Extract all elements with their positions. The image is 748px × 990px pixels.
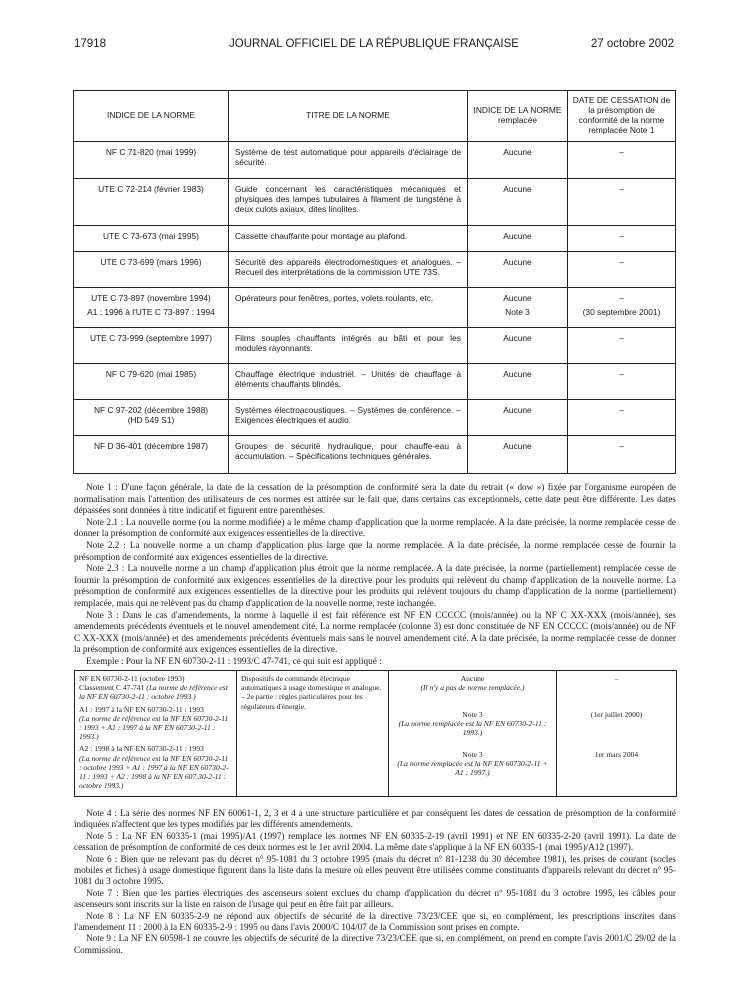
notes-section bbox=[74, 482, 676, 668]
example-norm-cell: NF EN 60730-2-11 (octobre 1993) Classement C 47-741 (La norme de référence est la NF EN 60730-2-11 : octobre 1993.) A1 : 1997 à la NF EN 60730-2-11 : 1993 (La norme de référence est la NF EN 60730-2-11 : 1993 + A1 : 1997 à la NF EN 60730-2-11 : 1993.) A2 : 1998 à la NF EN 60730-2-11 : 1993 (La norme de référence est la NF EN 60730-2-11 : octobre 1993 + A1 : 1997 à la NF EN 60730-2-11 : 1993 + A2 : 1998 à la NF EN 607.30-2-11 : octobre 1993.) bbox=[75, 671, 237, 797]
header-cessation-date: DATE DE CESSATION de la présomption de conformité de la norme remplacée Note 1 bbox=[568, 91, 676, 142]
cessation-date-cell: – bbox=[568, 142, 676, 179]
norm-index-cell: NF C 79-620 (mai 1985) bbox=[74, 364, 229, 400]
note-paragraph: Note 6 : Bien que ne relevant pas du décret n° 95-1081 du 3 octobre 1995 (mais du décret n° 81-1238 du 30 décembre 1981), les prises de courant (socles mobiles et fiches) à usage domestique figurent dans la liste dans la mesure où elles peuvent être utilisées comme constituants d'appareils relevant du décret n° 95-1081 du 3 octobre 1995. bbox=[74, 853, 676, 887]
cessation-date-cell: – (30 septembre 2001) bbox=[568, 288, 676, 328]
norm-title-cell: Films souples chauffants intégrés au bâti et pour les modules rayonnants. bbox=[229, 328, 468, 364]
norm-index-cell: NF C 71-820 (mai 1999) bbox=[74, 142, 229, 179]
norm-title-cell: Cassette chauffante pour montage au plafond. bbox=[229, 226, 468, 252]
table-row bbox=[74, 364, 676, 400]
table-row bbox=[74, 226, 676, 252]
journal-title: JOURNAL OFFICIEL DE LA RÉPUBLIQUE FRANÇAISE bbox=[229, 38, 519, 50]
replaced-norm-cell: Aucune bbox=[468, 328, 568, 364]
example-cessation-cell: – (1er juillet 2000) 1er mars 2004 bbox=[557, 671, 677, 797]
norm-index-cell: UTE C 73-999 (septembre 1997) bbox=[74, 328, 229, 364]
note-paragraph: Note 1 : D'une façon générale, la date de la cessation de la présomption de conformité sera la date du retrait (« dow ») fixée par l'organisme européen de normalisation mais l'attention des utilisateurs de ces normes est attirée sur le fait que, dans certains cas exceptionnels, cette date peut être différente. Les dates dépassées sont données à titre indicatif et figurent entre parenthèses. bbox=[74, 482, 676, 516]
header-replaced-norm: INDICE DE LA NORME remplacée bbox=[468, 91, 568, 142]
replaced-norm-cell: Aucune bbox=[468, 142, 568, 179]
norm-title-cell: Système de test automatique pour appareils d'éclairage de sécurité. bbox=[229, 142, 468, 179]
note-paragraph: Note 3 : Dans le cas d'amendements, la norme à laquelle il est fait référence est NF EN CCCCC (mois/année) ou la NF C XX-XXX (mois/année), ses amendements précédents éventuels et le nouvel amendement cité. La norme remplacée (colonne 3) est donc constituée de NF EN CCCCC (mois/année) ou de NF C XX-XXX (mois/année) et des amendements précédents éventuels mais sans le nouvel amendement cité. A la date précisée, la norme remplacée cesse de donner la présomption de conformité aux exigences essentielles de la directive. bbox=[74, 609, 676, 655]
norm-index-cell: UTE C 72-214 (février 1983) bbox=[74, 179, 229, 226]
header-norm-index: INDICE DE LA NORME bbox=[74, 91, 229, 142]
norm-title-cell: Groupes de sécurité hydraulique, pour chauffe-eau à accumulation. – Spécifications techniques générales. bbox=[229, 436, 468, 474]
replaced-norm-cell: Aucune bbox=[468, 179, 568, 226]
note-paragraph: Note 5 : La NF EN 60335-1 (mai 1995)/A1 (1997) remplace les normes NF EN 60335-2-19 (avril 1991) et NF EN 60335-2-20 (avril 1991). La date de cessation de présomption de conformité de ces deux normes est le 1er avril 2004. La même date s'applique à la NF EN 60335-1 (mai 1995)/A12 (1997). bbox=[74, 830, 676, 853]
norm-index-cell: UTE C 73-699 (mars 1996) bbox=[74, 252, 229, 288]
table-row bbox=[74, 400, 676, 436]
norm-title-cell: Opérateurs pour fenêtres, portes, volets roulants, etc. bbox=[229, 288, 468, 328]
cessation-date-cell: – bbox=[568, 400, 676, 436]
norm-index-cell: UTE C 73-897 (novembre 1994) A1 : 1996 à l'UTE C 73-897 : 1994 bbox=[74, 288, 229, 328]
cessation-date-cell: – bbox=[568, 436, 676, 474]
issue-date: 27 octobre 2002 bbox=[590, 38, 674, 50]
replaced-norm-cell: Aucune Note 3 bbox=[468, 288, 568, 328]
example-table-row bbox=[75, 671, 677, 797]
standards-table bbox=[73, 90, 676, 474]
note-paragraph: Note 2.3 : La nouvelle norme a un champ d'application plus étroit que la norme remplacée. A la date précisée, la norme (partiellement) remplacée cesse de fournir la présomption de conformité aux exigences essentielles de la directive pour les produits qui relèvent du champ d'application de la nouvelle norme. La présomption de conformité aux exigences essentielles de la directive pour les produits qui relèvent toujours du champ d'application de la norme (partiellement) remplacée, mais qui ne relèvent pas du champ d'application de la nouvelle norme, reste inchangée. bbox=[74, 563, 676, 608]
table-row bbox=[74, 179, 676, 226]
table-row bbox=[74, 252, 676, 288]
cessation-date-cell: – bbox=[568, 226, 676, 252]
norm-index-cell: NF D 36-401 (décembre 1987) bbox=[74, 436, 229, 474]
norm-index-cell: UTE C 73-673 (mai 1995) bbox=[74, 226, 229, 252]
note-paragraph: Note 2.2 : La nouvelle norme a un champ d'application plus large que la norme remplacée. A la date précisée, la norme remplacée cesse de fournir la présomption de conformité aux exigences essentielles de la directive. bbox=[74, 539, 676, 562]
norm-title-cell: Chauffage électrique industriel. – Unités de chauffage à éléments chauffants blindés. bbox=[229, 364, 468, 400]
table-row bbox=[74, 436, 676, 474]
replaced-norm-cell: Aucune bbox=[468, 364, 568, 400]
header-norm-title: TITRE DE LA NORME bbox=[229, 91, 468, 142]
note-paragraph: Note 9 : La NF EN 60598-1 ne couvre les objectifs de sécurité de la directive 73/23/CEE que si, en complément, on prend en compte l'avis 2001/C 29/02 de la Commission. bbox=[74, 933, 676, 955]
page-number: 17918 bbox=[74, 38, 106, 50]
norm-index-cell: NF C 97-202 (décembre 1988) (HD 549 S1) bbox=[74, 400, 229, 436]
norm-title-cell: Guide concernant les caractéristiques mécaniques et physiques des lampes tubulaires à filament de tungstène à deux culots axiaux, dites linolites. bbox=[229, 179, 468, 226]
table-row bbox=[74, 142, 676, 179]
norm-title-cell: Sécurité des appareils électrodomestiques et analogues. – Recueil des interprétations de la commission UTE 73S. bbox=[229, 252, 468, 288]
cessation-date-cell: – bbox=[568, 252, 676, 288]
replaced-norm-cell: Aucune bbox=[468, 436, 568, 474]
note-paragraph: Note 4 : La série des normes NF EN 60061-1, 2, 3 et 4 a une structure particulière et par conséquent les dates de cessation de présomption de la conformité indiquées n'affectent que les types modifiés par les différents amendements. bbox=[74, 808, 676, 830]
example-intro: Exemple : Pour la NF EN 60730-2-11 : 1993/C 47-741, ce qui suit est appliqué : bbox=[86, 655, 382, 666]
note-paragraph: Note 8 : La NF EN 60335-2-9 ne répond aux objectifs de sécurité de la directive 73/23/CEE que si, en complément, les prescriptions inscrites dans l'amendement 11 : 2000 à la EN 60335-2-9 : 1995 ou dans l'avis 2000/C 104/07 de la Commission sont prises en compte. bbox=[74, 910, 676, 933]
cessation-date-cell: – bbox=[568, 328, 676, 364]
replaced-norm-cell: Aucune bbox=[468, 226, 568, 252]
norm-title-cell: Systèmes électroacoustiques. – Systèmes de conférence. – Exigences électriques et audio. bbox=[229, 400, 468, 436]
replaced-norm-cell: Aucune bbox=[468, 252, 568, 288]
note-paragraph: Note 2.1 : La nouvelle norme (ou la norme modifiée) a le même champ d'application que la norme remplacée. A la date précisée, la norme remplacée cesse de donner la présomption de conformité aux exigences essentielles de la directive. bbox=[74, 516, 676, 539]
table-row bbox=[74, 288, 676, 328]
note-paragraph: Note 7 : Bien que les parties électriques des ascenseurs soient exclues du champ d'application du décret n° 95-1081 du 3 octobre 1995, les câbles pour ascenseurs sont inscrits sur la liste en raison de l'usage qui peut en être fait par ailleurs. bbox=[74, 887, 676, 910]
table-row bbox=[74, 328, 676, 364]
standards-table-header bbox=[74, 91, 676, 142]
example-title-cell: Dispositifs de commande électrique automatiques à usage domestique et analogue. – 2e partie : règles particulières pour les régulateurs d'énergie. bbox=[237, 671, 389, 797]
page-header bbox=[74, 38, 674, 54]
cessation-date-cell: – bbox=[568, 179, 676, 226]
replaced-norm-cell: Aucune bbox=[468, 400, 568, 436]
example-table bbox=[74, 670, 677, 797]
example-replaced-cell: Aucune (Il n'y a pas de norme remplacée.) Note 3 (La norme remplacée est la NF EN 60730-2-11 : 1993.) Note 3 (La norme remplacée est la NF EN 60730-2-11 + A1 : 1997.) bbox=[389, 671, 557, 797]
cessation-date-cell: – bbox=[568, 364, 676, 400]
notes-section-after bbox=[74, 808, 676, 956]
